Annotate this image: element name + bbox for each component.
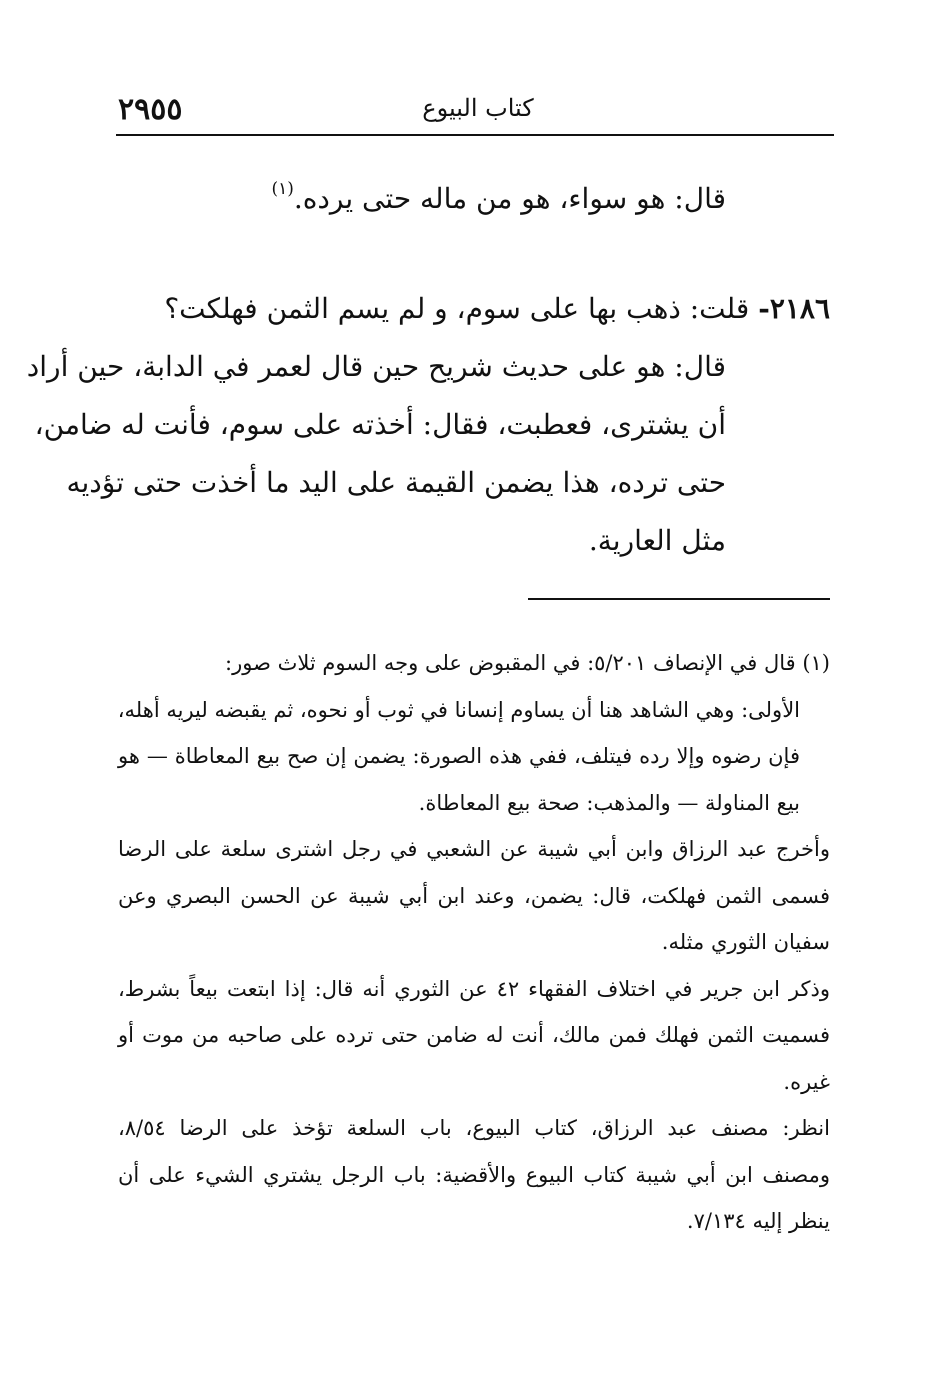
footnote-line: فسمى الثمن فهلكت، قال: يضمن، وعند ابن أبي شيبة عن الحسن البصري وعن [118, 883, 830, 908]
footnote-ref: (١) [271, 179, 294, 199]
page-header [118, 92, 830, 134]
answer-line: مثل العارية. [588, 524, 726, 557]
header-rule [116, 134, 834, 136]
entry-question: قلت: ذهب بها على سوم، و لم يسم الثمن فهلكت؟ [164, 292, 750, 325]
answer-line: قال: هو على حديث شريح حين قال لعمر في الدابة، حين أراد [26, 350, 726, 383]
footnote-line: سفيان الثوري مثله. [661, 930, 830, 954]
paragraph-line [118, 170, 830, 228]
footnote-line: فإن رضوه وإلا رده فيتلف، ففي هذه الصورة: يضمن إن صح بيع المعاطاة — هو [118, 744, 800, 768]
entry-question-line [118, 280, 830, 338]
footnote-line: الأولى: وهي الشاهد هنا أن يساوم إنسانا في ثوب أو نحوه، ثم يقبضه ليريه أهله، [117, 697, 800, 722]
paragraph-closing-answer [118, 170, 830, 228]
footnote-line: فسميت الثمن فهلك فمن مالك، أنت له ضامن حتى ترده على صاحبه من موت أو [118, 1023, 830, 1047]
footnote-line: بيع المناولة — والمذهب: صحة بيع المعاطاة. [418, 790, 800, 815]
footnote-line: ينظر إليه ٧/١٣٤. [686, 1209, 830, 1233]
footnote-line: وذكر ابن جرير في اختلاف الفقهاء ٤٢ عن الثوري أنه قال: إذا ابتعت بيعاً بشرط، [118, 976, 830, 1001]
entry-number: ٢١٨٦- [758, 292, 830, 325]
answer-line: أن يشترى، فعطبت، فقال: أخذته على سوم، فأنت له ضامن، [34, 408, 726, 441]
footnote-line: (١) قال في الإنصاف ٥/٢٠١: في المقبوض على وجه السوم ثلاث صور: [225, 651, 830, 675]
footnote-line: ومصنف ابن أبي شيبة كتاب البيوع والأقضية: باب الرجل يشتري الشيء على أن [118, 1162, 830, 1187]
footnote-line: انظر: مصنف عبد الرزاق، كتاب البيوع، باب السلعة تؤخذ على الرضا ٨/٥٤، [118, 1116, 830, 1140]
footnote-line: وأخرج عبد الرزاق وابن أبي شيبة عن الشعبي في رجل اشترى سلعة على الرضا [118, 837, 830, 861]
footnote-separator [528, 598, 830, 600]
answer-line: حتى ترده، هذا يضمن القيمة على اليد ما أخذت حتى تؤديه [66, 466, 726, 499]
running-title: كتاب البيوع [422, 94, 534, 122]
entry-2186 [26, 280, 830, 570]
footnotes [118, 640, 830, 1245]
paragraph-text: قال: هو سواء، هو من ماله حتى يرده. [293, 182, 726, 215]
footnote-line: غيره. [783, 1069, 830, 1094]
page-number: ٢٩٥٥ [118, 92, 183, 127]
